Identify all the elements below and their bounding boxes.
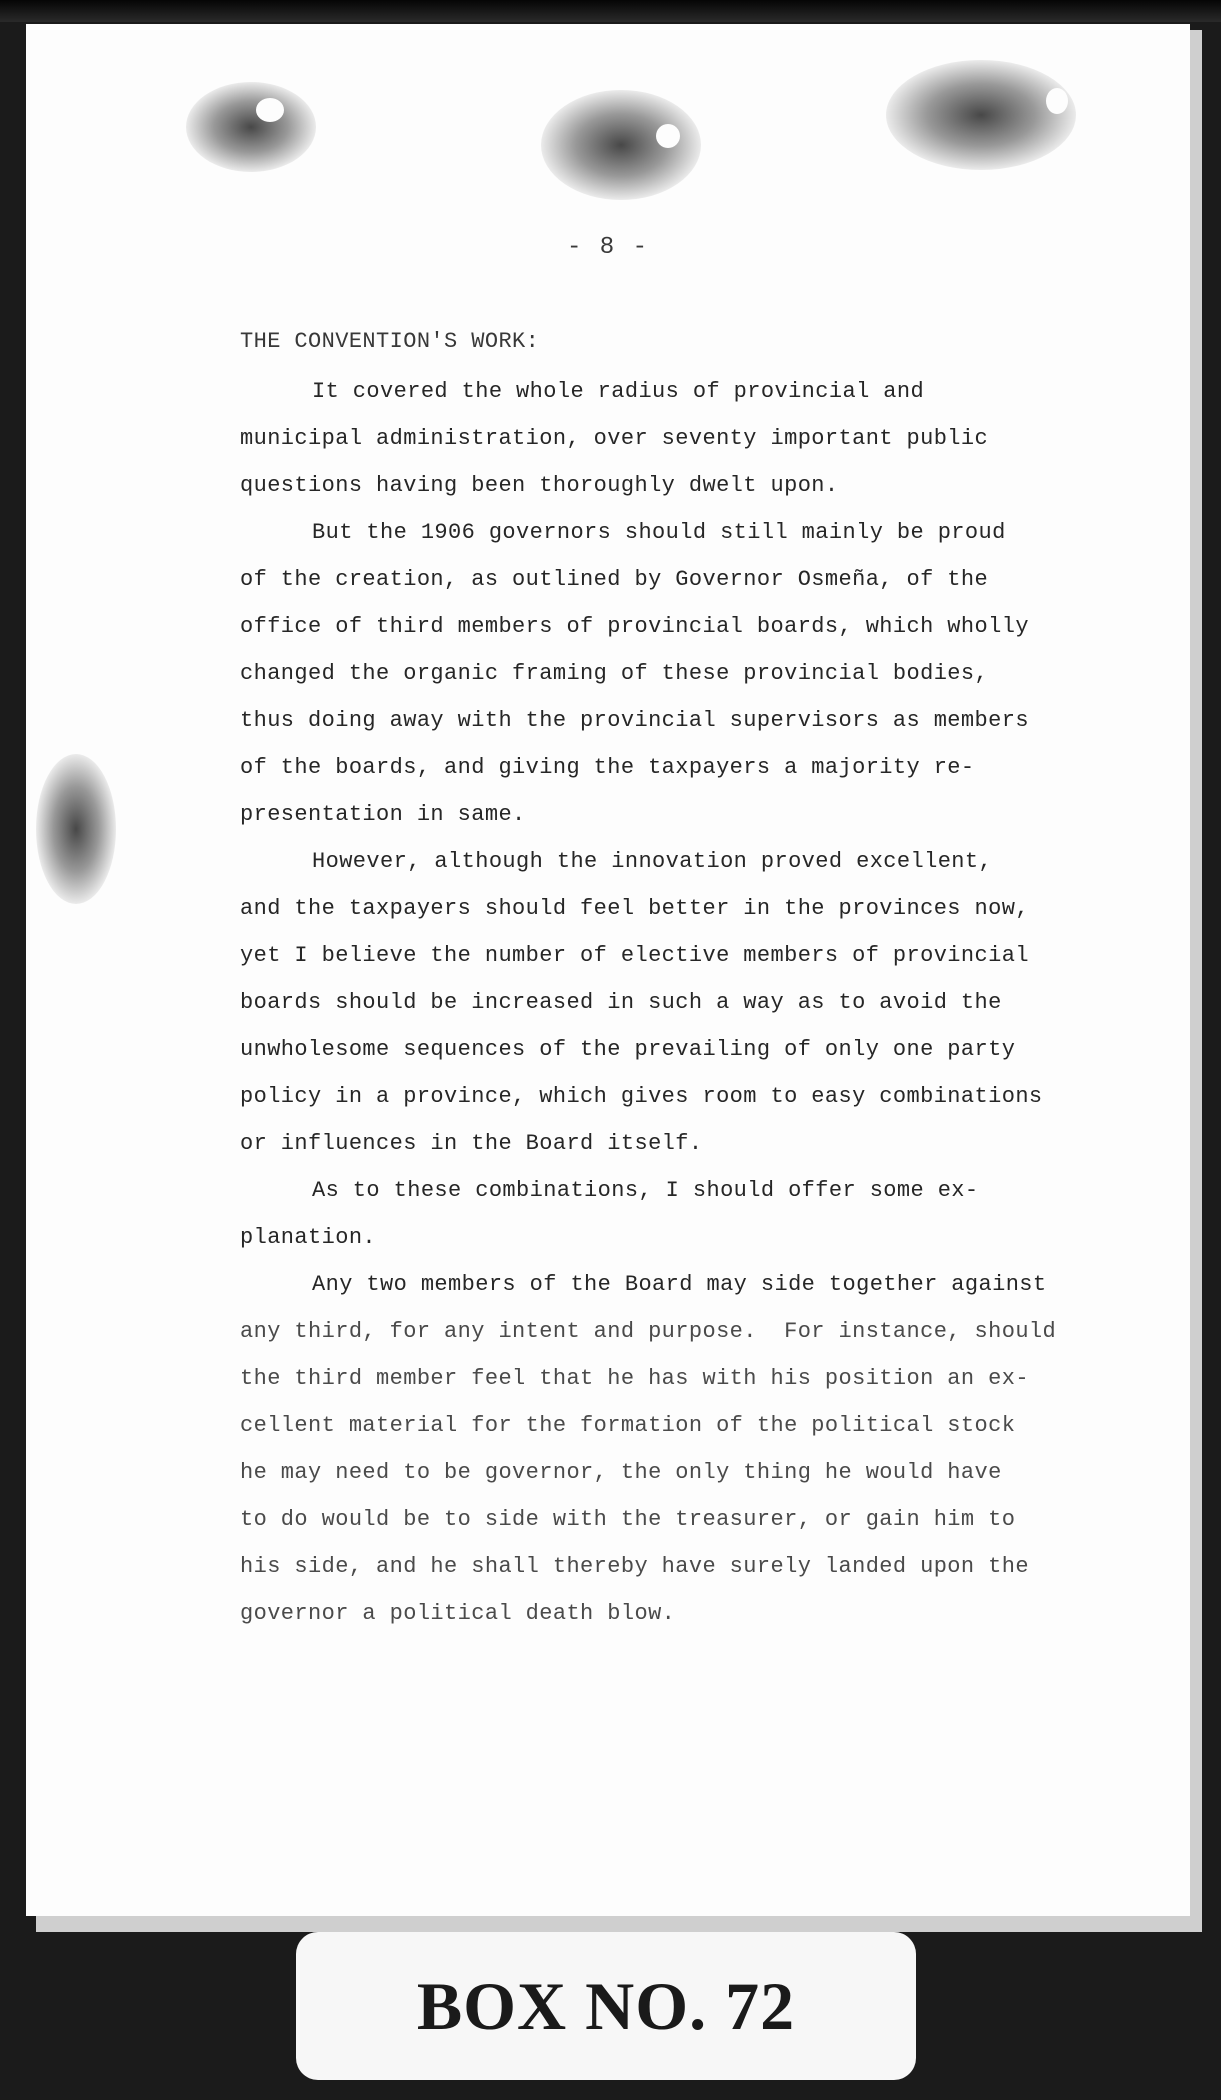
text-line: Any two members of the Board may side together against: [312, 1272, 1047, 1297]
text-line: of the boards, and giving the taxpayers a majority re-: [240, 755, 975, 780]
document-body: [240, 318, 1120, 1637]
text-line: However, although the innovation proved excellent,: [312, 849, 993, 874]
margin-smudge: [36, 754, 116, 904]
text-line: the third member feel that he has with his position an ex-: [240, 1366, 1029, 1391]
text-line: thus doing away with the provincial supervisors as members: [240, 708, 1029, 733]
text-line: presentation in same.: [240, 802, 526, 827]
text-line: cellent material for the formation of the political stock: [240, 1413, 1016, 1438]
text-line: As to these combinations, I should offer some ex-: [312, 1178, 979, 1203]
scan-frame: [0, 0, 1221, 22]
text-line: any third, for any intent and purpose. For instance, should: [240, 1319, 1057, 1344]
binding-hole-smudge: [186, 82, 316, 172]
binding-hole: [1046, 88, 1068, 114]
text-line: questions having been thoroughly dwelt upon.: [240, 473, 839, 498]
text-line: yet I believe the number of elective members of provincial: [240, 943, 1029, 968]
binding-hole-smudge: [886, 60, 1076, 170]
text-line: It covered the whole radius of provincial and: [312, 379, 925, 404]
binding-hole-smudge: [541, 90, 701, 200]
text-line: unwholesome sequences of the prevailing of only one party: [240, 1037, 1016, 1062]
text-line: municipal administration, over seventy important public: [240, 426, 989, 451]
text-line: or influences in the Board itself.: [240, 1131, 703, 1156]
text-line: planation.: [240, 1225, 377, 1250]
text-line: of the creation, as outlined by Governor Osmeña, of the: [240, 567, 989, 592]
archive-box-label-text: BOX NO. 72: [416, 1968, 796, 2044]
text-line: policy in a province, which gives room to easy combinations: [240, 1084, 1043, 1109]
text-line: boards should be increased in such a way as to avoid the: [240, 990, 1002, 1015]
text-line: he may need to be governor, the only thing he would have: [240, 1460, 1002, 1485]
text-line: But the 1906 governors should still mainly be proud: [312, 520, 1006, 545]
section-heading: THE CONVENTION'S WORK:: [240, 329, 540, 354]
binding-hole: [656, 124, 680, 148]
text-line: office of third members of provincial boards, which wholly: [240, 614, 1029, 639]
page-number: - 8 -: [566, 234, 649, 261]
text-line: his side, and he shall thereby have surely landed upon the: [240, 1554, 1029, 1579]
text-line: and the taxpayers should feel better in the provinces now,: [240, 896, 1029, 921]
text-line: governor a political death blow.: [240, 1601, 676, 1626]
archive-box-label: [296, 1932, 916, 2080]
binding-hole: [256, 98, 284, 122]
text-line: to do would be to side with the treasurer, or gain him to: [240, 1507, 1016, 1532]
text-line: changed the organic framing of these provincial bodies,: [240, 661, 989, 686]
